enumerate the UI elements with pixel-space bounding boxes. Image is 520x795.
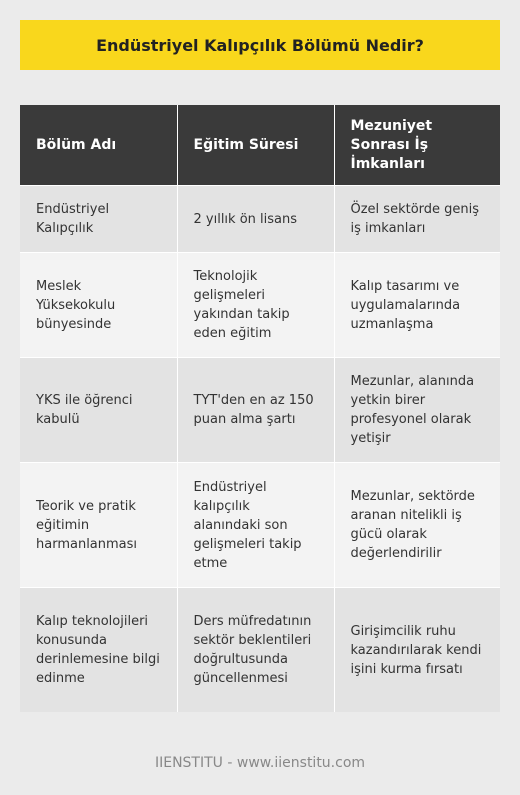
table-cell: Mezunlar, sektörde aranan nitelikli iş gücü olarak değerlendirilir <box>334 463 500 588</box>
table-row <box>20 253 500 358</box>
info-table <box>20 105 500 712</box>
table-cell: Meslek Yüksekokulu bünyesinde <box>20 253 177 358</box>
table-cell: Endüstriyel kalıpçılık alanındaki son gelişmeleri takip etme <box>177 463 334 588</box>
table-cell: Teknolojik gelişmeleri yakından takip eden eğitim <box>177 253 334 358</box>
header-career: Mezuniyet Sonrası İş İmkanları <box>334 105 500 186</box>
table-cell: YKS ile öğrenci kabulü <box>20 358 177 463</box>
table-cell: Endüstriyel Kalıpçılık <box>20 186 177 253</box>
table-row <box>20 358 500 463</box>
table-header-row <box>20 105 500 186</box>
table-cell: Özel sektörde geniş iş imkanları <box>334 186 500 253</box>
header-department: Bölüm Adı <box>20 105 177 186</box>
table-cell: TYT'den en az 150 puan alma şartı <box>177 358 334 463</box>
table-row <box>20 463 500 588</box>
table-cell: Mezunlar, alanında yetkin birer profesyonel olarak yetişir <box>334 358 500 463</box>
table-cell: Ders müfredatının sektör beklentileri doğrultusunda güncellenmesi <box>177 588 334 713</box>
table-row <box>20 588 500 713</box>
header-duration: Eğitim Süresi <box>177 105 334 186</box>
table-cell: 2 yıllık ön lisans <box>177 186 334 253</box>
table-cell: Kalıp teknolojileri konusunda derinlemesine bilgi edinme <box>20 588 177 713</box>
page-title: Endüstriyel Kalıpçılık Bölümü Nedir? <box>96 35 424 55</box>
title-banner <box>20 20 500 70</box>
table-cell: Kalıp tasarımı ve uygulamalarında uzmanlaşma <box>334 253 500 358</box>
table-row <box>20 186 500 253</box>
footer-credit: IIENSTITU - www.iienstitu.com <box>154 755 366 771</box>
table-cell: Teorik ve pratik eğitimin harmanlanması <box>20 463 177 588</box>
table-cell: Girişimcilik ruhu kazandırılarak kendi işini kurma fırsatı <box>334 588 500 713</box>
